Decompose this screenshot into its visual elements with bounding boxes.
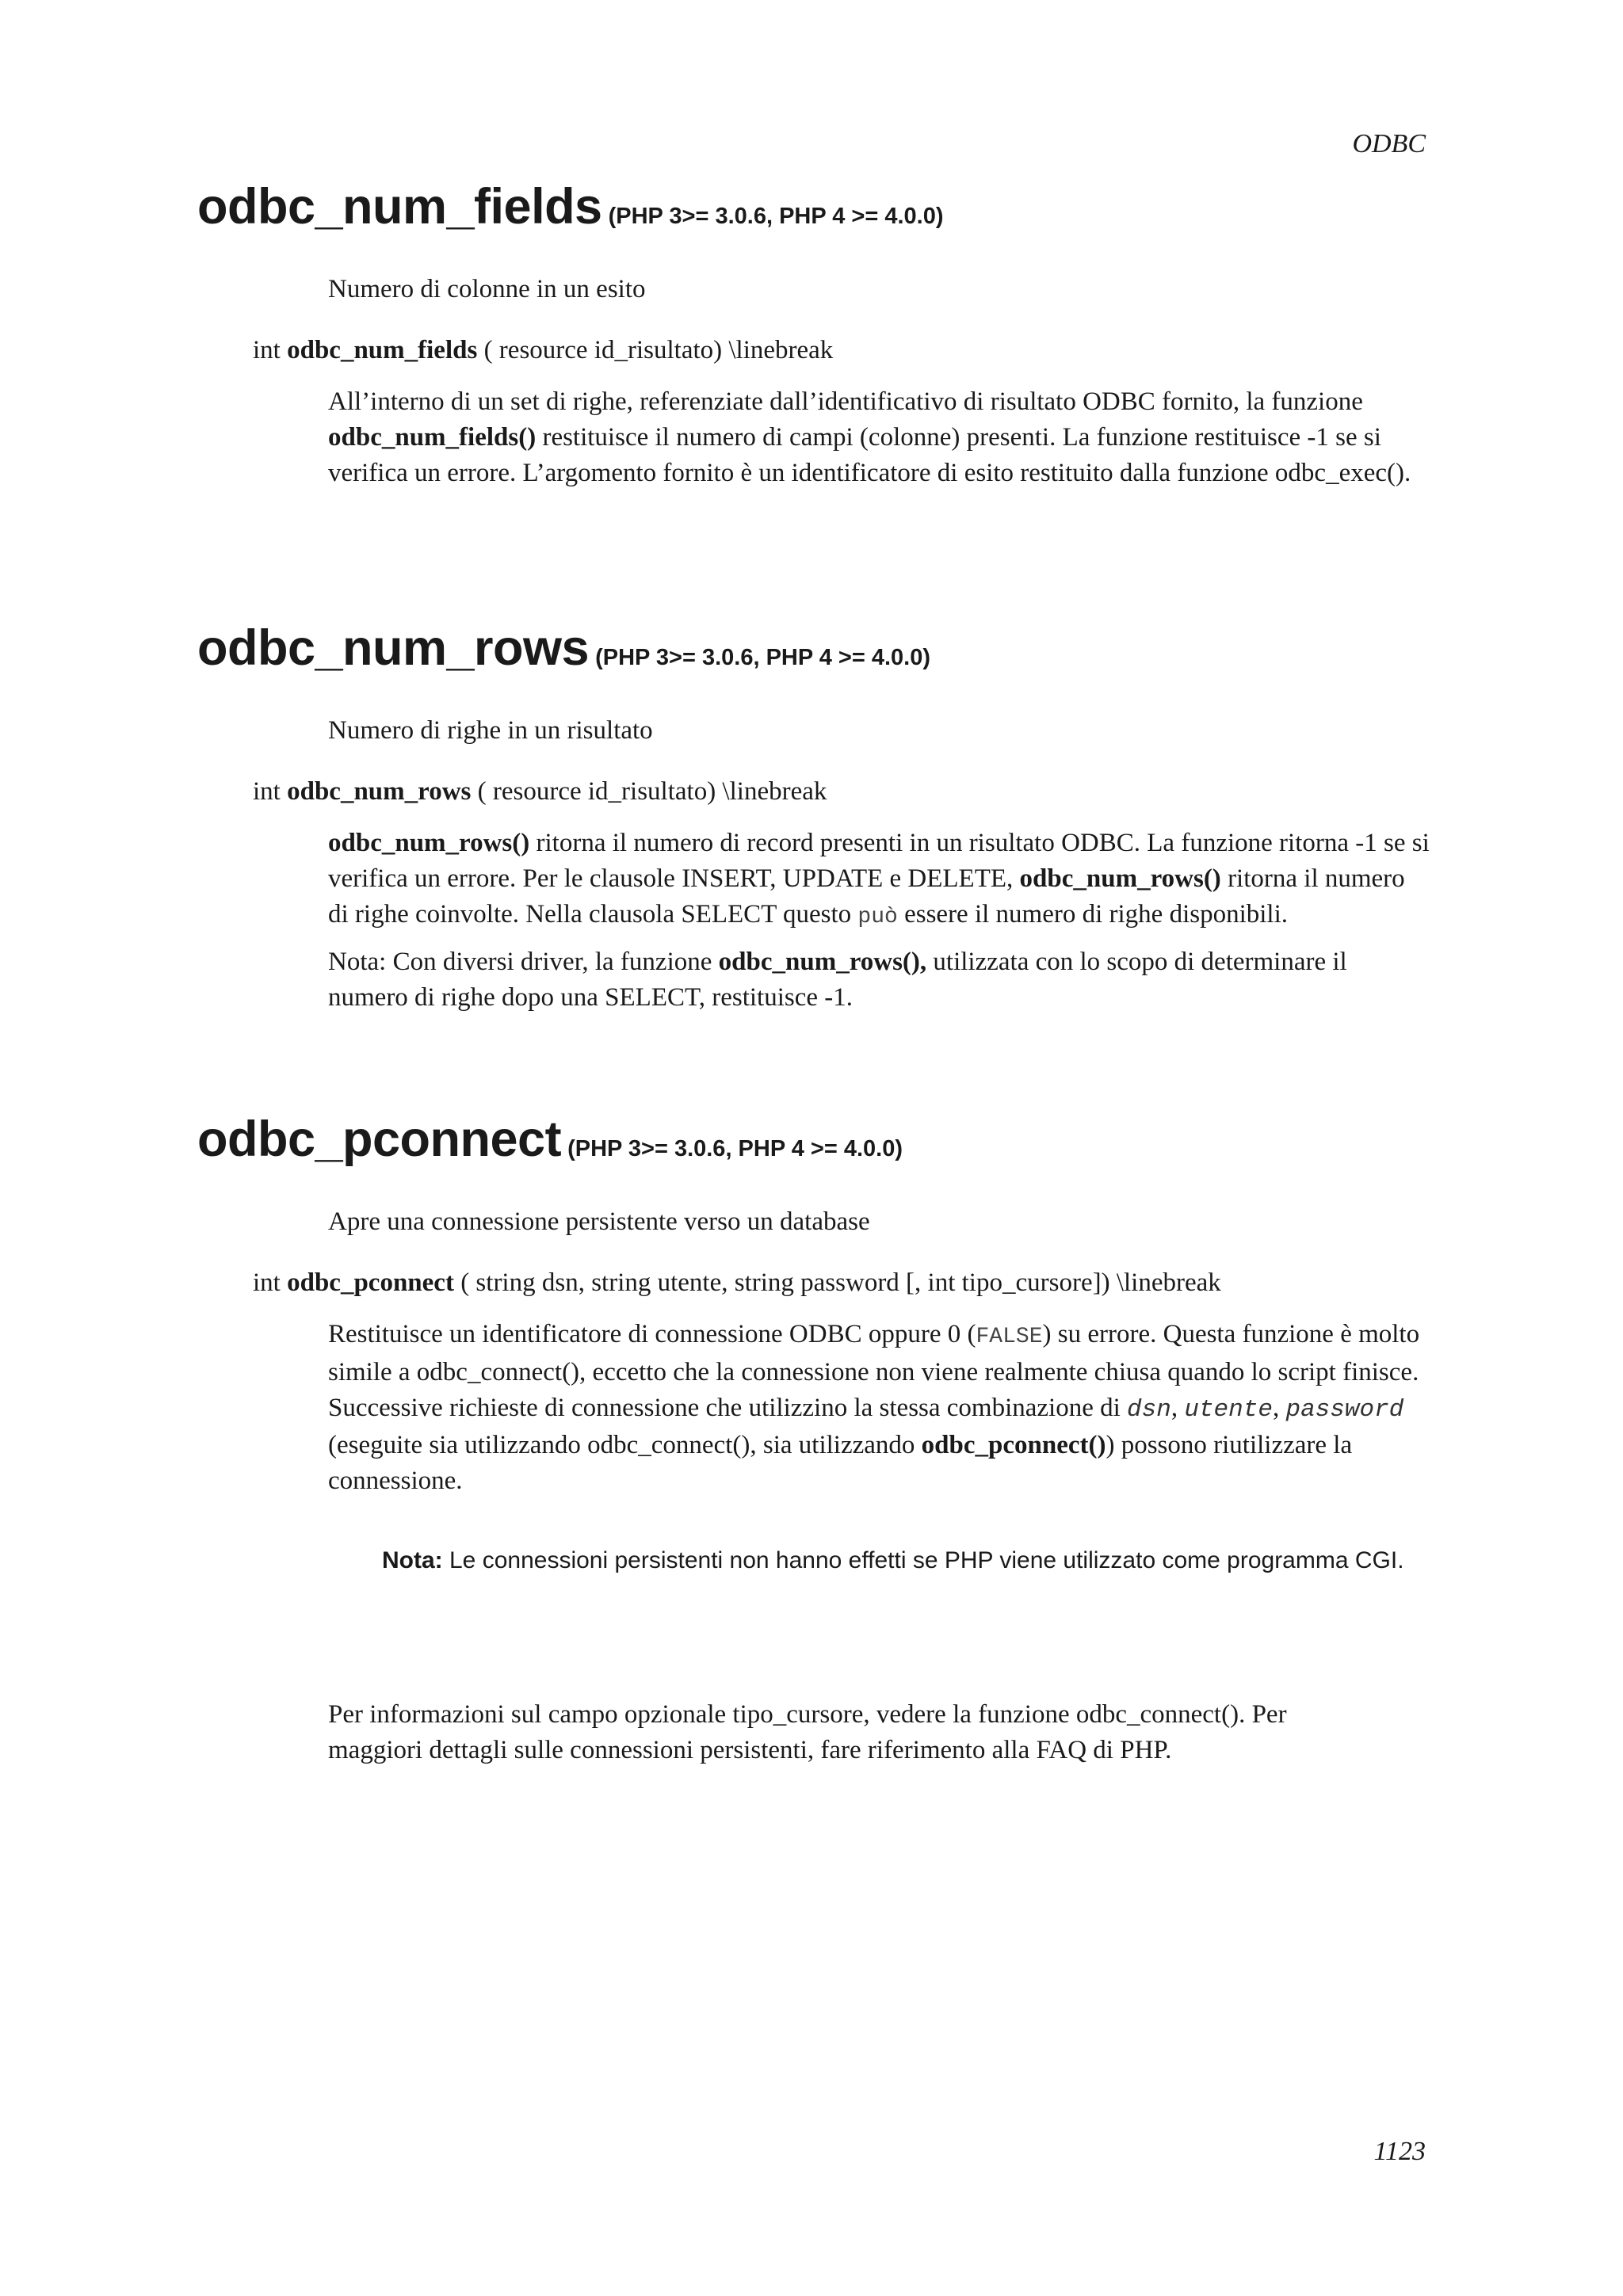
function-purpose: Numero di colonne in un esito — [328, 275, 646, 303]
function-reference: odbc_num_fields() — [328, 423, 537, 452]
parameter-password: password — [1285, 1396, 1404, 1424]
description-note — [328, 944, 1430, 1016]
description-text: ritorna il numero di righe coinvolte. Nella clausola SELECT questo — [328, 864, 1405, 929]
entry-title — [197, 620, 1430, 677]
closing-paragraph: Per informazioni sul campo opzionale tipo_cursore, vedere la funzione odbc_connect(). Per maggiori dettagli sulle connessioni persistenti, fare riferimento alla FAQ di PHP. — [328, 1700, 1287, 1764]
version-info: (PHP 3>= 3.0.6, PHP 4 >= 4.0.0) — [595, 645, 931, 670]
function-reference: odbc_num_rows(), — [718, 948, 927, 976]
function-description — [328, 826, 1430, 1016]
function-description — [328, 384, 1430, 491]
return-type: int — [253, 1268, 281, 1297]
description-text: restituisce il numero di campi (colonne) presenti. La funzione restituisce -1 se si verifica un errore. L’argomento fornito è un identificatore di esito restituito dalla funzione odbc_exec(). — [328, 423, 1411, 487]
synopsis-function-name: odbc_num_fields — [287, 336, 478, 364]
function-name: odbc_pconnect — [197, 1112, 562, 1167]
page-number: 1123 — [1373, 2137, 1426, 2166]
function-synopsis — [253, 336, 1430, 365]
description-text: ritorna il numero di record presenti in un risultato ODBC. La funzione ritorna -1 se si verifica un errore. Per le clausole INSERT, UPDATE e DELETE, — [328, 829, 1430, 893]
description-text: essere il numero di righe disponibili. — [904, 900, 1289, 929]
function-purpose: Apre una connessione persistente verso un database — [328, 1207, 870, 1236]
function-reference: odbc_num_rows() — [1019, 864, 1221, 893]
description-paragraph — [328, 384, 1430, 491]
function-name: odbc_num_fields — [197, 179, 602, 235]
description-text: ) possono riutilizzare la connessione. — [328, 1431, 1353, 1495]
description-text: utilizzata con lo scopo di determinare il numero di righe dopo una SELECT, restituisce -1. — [328, 948, 1347, 1012]
function-reference: odbc_num_rows() — [328, 829, 530, 857]
description-text: , — [1170, 1394, 1178, 1422]
function-reference: odbc_pconnect() — [921, 1431, 1106, 1459]
running-header: ODBC — [1352, 129, 1426, 158]
function-synopsis — [253, 777, 1430, 807]
emphasis-term: può — [857, 905, 898, 929]
function-synopsis — [253, 1268, 1430, 1298]
synopsis-function-name: odbc_pconnect — [287, 1268, 454, 1297]
note-label: Nota: — [382, 1547, 443, 1573]
version-info: (PHP 3>= 3.0.6, PHP 4 >= 4.0.0) — [608, 204, 944, 229]
function-name: odbc_num_rows — [197, 620, 590, 676]
description-text: , — [1272, 1394, 1280, 1422]
synopsis-args: ( resource id_risultato) \linebreak — [483, 336, 834, 364]
description-text: (eseguite sia utilizzando odbc_connect(), sia utilizzando — [328, 1431, 915, 1459]
description-text: Restituisce un identificatore di connessione ODBC oppure 0 ( — [328, 1320, 976, 1348]
note-text: Le connessioni persistenti non hanno effetti se PHP viene utilizzato come programma CGI. — [449, 1547, 1404, 1573]
version-info: (PHP 3>= 3.0.6, PHP 4 >= 4.0.0) — [567, 1136, 903, 1161]
entry-title — [197, 1111, 1430, 1168]
return-type: int — [253, 777, 281, 806]
parameter-utente: utente — [1184, 1396, 1273, 1424]
constant-false: FALSE — [976, 1325, 1043, 1349]
note-box — [382, 1545, 1412, 1577]
parameter-dsn: dsn — [1127, 1396, 1171, 1424]
synopsis-args: ( string dsn, string utente, string password [, int tipo_cursore]) \linebreak — [460, 1268, 1221, 1297]
entry-odbc-pconnect — [197, 1111, 1430, 1768]
description-text: Nota: Con diversi driver, la funzione — [328, 948, 712, 976]
entry-title — [197, 178, 1430, 235]
description-text: All’interno di un set di righe, referenziate dall’identificativo di risultato ODBC fornito, la funzione — [328, 387, 1363, 416]
synopsis-function-name: odbc_num_rows — [287, 777, 472, 806]
entry-odbc-num-fields — [197, 178, 1430, 501]
synopsis-args: ( resource id_risultato) \linebreak — [477, 777, 827, 806]
description-paragraph — [328, 826, 1430, 935]
entry-odbc-num-rows — [197, 620, 1430, 1025]
return-type: int — [253, 336, 281, 364]
function-purpose: Numero di righe in un risultato — [328, 716, 653, 745]
description-text: ) su errore. Questa funzione è molto simile a odbc_connect(), eccetto che la connessione non viene realmente chiusa quando lo script finisce. Successive richieste di connessione che utilizzino la stessa combinazione di — [328, 1320, 1420, 1422]
function-description — [328, 1317, 1430, 1499]
description-paragraph — [328, 1317, 1430, 1499]
